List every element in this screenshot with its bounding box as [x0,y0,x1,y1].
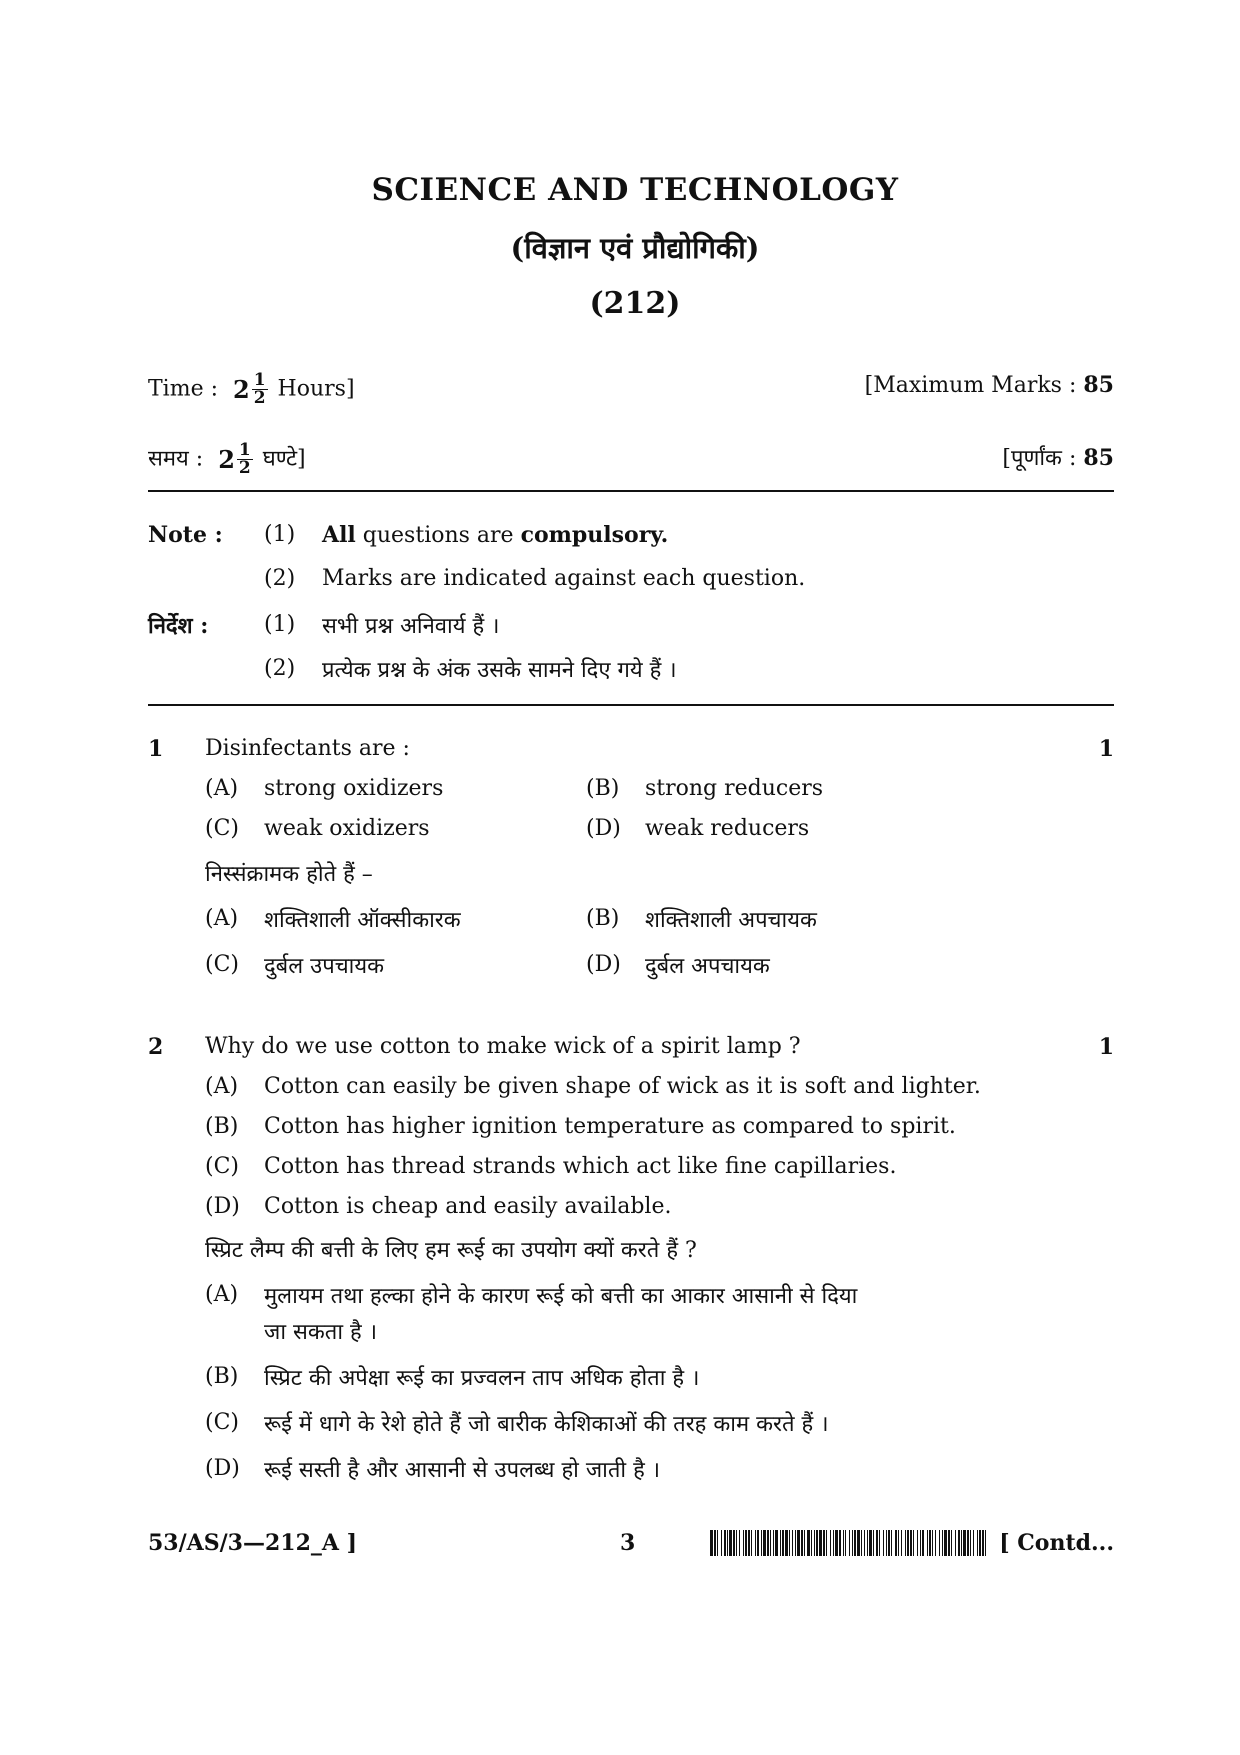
q1-option-a-label: (A) [205,776,239,801]
time-fraction-hindi: $\frac{1}{2}$ [238,440,251,478]
q1-option-c-label: (C) [205,816,239,841]
question-number-2: 2 [148,1034,164,1060]
q1-hi-option-c-label: (C) [205,952,239,977]
footer-paper-code: 53/AS/3—212_A ] [148,1530,358,1556]
paper-title-hindi: (विज्ञान एवं प्रौद्योगिकी) [510,231,760,265]
q2-option-c-text: Cotton has thread strands which act like fine capillaries. [264,1154,897,1179]
question-text-1-hi: निस्संक्रामक होते हैं – [205,862,373,887]
q1-option-d-text: weak reducers [645,816,810,841]
q1-option-a-text: strong oxidizers [264,776,444,801]
q2-hi-option-d-text: रूई सस्ती है और आसानी से उपलब्ध हो जाती है । [264,1458,661,1483]
note-hi-text-2: प्रत्येक प्रश्न के अंक उसके सामने दिए गये हैं । [322,658,677,683]
note-num-1: (1) [264,522,296,547]
divider-notes [148,704,1114,706]
time-english: Time : 2 $\frac{1}{2}$ Hours] [148,370,355,408]
q2-option-d-label: (D) [205,1194,240,1219]
q1-hi-option-b-text: शक्तिशाली अपचायक [645,908,817,933]
q2-option-b-text: Cotton has higher ignition temperature as compared to spirit. [264,1114,956,1139]
question-text-2-en: Why do we use cotton to make wick of a spirit lamp ? [205,1034,801,1059]
paper-code: (212) [589,286,681,321]
q2-option-b-label: (B) [205,1114,239,1139]
question-text-1-en: Disinfectants are : [205,736,410,761]
paper-title-english: SCIENCE AND TECHNOLOGY [371,172,899,208]
question-marks-1: 1 [1098,736,1114,762]
q1-hi-option-a-text: शक्तिशाली ऑक्सीकारक [264,908,461,933]
q1-hi-option-c-text: दुर्बल उपचायक [264,954,385,979]
continued-label: [ Contd... [999,1530,1114,1556]
q2-hi-option-d-label: (D) [205,1456,240,1481]
note-label-hindi: निर्देश : [148,613,209,639]
q1-hi-option-b-label: (B) [586,906,620,931]
note-label-english: Note : [148,522,223,548]
note-hi-num-1: (1) [264,612,296,637]
q1-option-c-text: weak oxidizers [264,816,430,841]
q2-hi-option-b-label: (B) [205,1364,239,1389]
time-fraction: $\frac{1}{2}$ [253,370,266,408]
question-text-2-hi: स्प्रिट लैम्प की बत्ती के लिए हम रूई का उपयोग क्यों करते हैं ? [205,1238,697,1263]
q1-option-b-label: (B) [586,776,620,801]
q2-option-d-text: Cotton is cheap and easily available. [264,1194,672,1219]
question-marks-2: 1 [1098,1034,1114,1060]
time-hindi: समय : 2 $\frac{1}{2}$ घण्टे] [148,440,306,478]
barcode-stripe [986,1530,989,1556]
page-number: 3 [620,1530,636,1556]
q2-option-c-label: (C) [205,1154,239,1179]
q2-option-a-label: (A) [205,1074,239,1099]
q2-hi-option-a-text-cont: जा सकता है । [264,1320,378,1345]
q2-hi-option-a-label: (A) [205,1282,239,1307]
note-num-2: (2) [264,566,296,591]
q1-hi-option-d-text: दुर्बल अपचायक [645,954,770,979]
q1-option-d-label: (D) [586,816,621,841]
q2-hi-option-b-text: स्प्रिट की अपेक्षा रूई का प्रज्वलन ताप अधिक होता है । [264,1366,700,1391]
question-number-1: 1 [148,736,164,762]
max-marks-english: [Maximum Marks : 85 [864,372,1114,398]
note-text-2: Marks are indicated against each question. [322,566,806,591]
q2-hi-option-c-label: (C) [205,1410,239,1435]
divider-top [148,490,1114,492]
barcode-icon [710,1530,992,1556]
note-hi-text-1: सभी प्रश्न अनिवार्य हैं । [322,614,500,639]
q1-hi-option-d-label: (D) [586,952,621,977]
note-text-1: All questions are compulsory. [322,522,669,548]
q2-option-a-text: Cotton can easily be given shape of wick as it is soft and lighter. [264,1074,981,1099]
q2-hi-option-c-text: रूई में धागे के रेशे होते हैं जो बारीक केशिकाओं की तरह काम करते हैं । [264,1412,829,1437]
note-hi-num-2: (2) [264,656,296,681]
q2-hi-option-a-text: मुलायम तथा हल्का होने के कारण रूई को बत्ती का आकार आसानी से दिया [264,1284,858,1309]
q1-hi-option-a-label: (A) [205,906,239,931]
q1-option-b-text: strong reducers [645,776,824,801]
max-marks-hindi: [पूर्णांक : 85 [1002,445,1114,471]
